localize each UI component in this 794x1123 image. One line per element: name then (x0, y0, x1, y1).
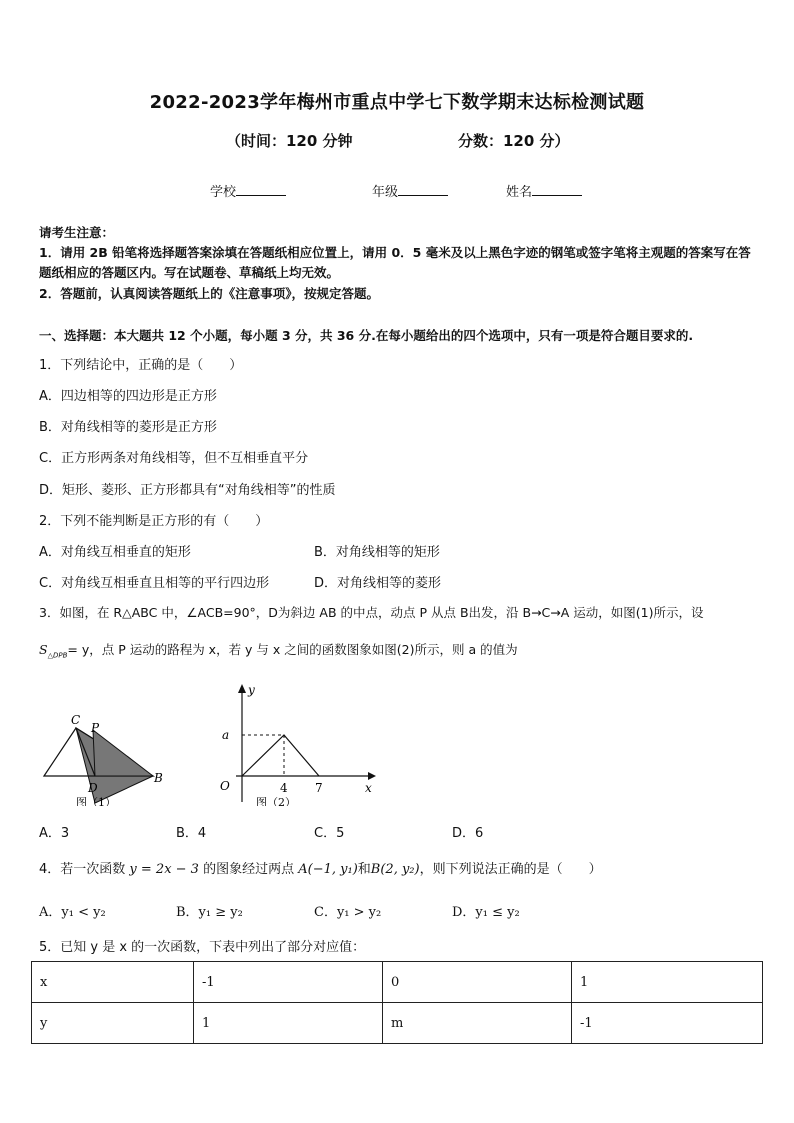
figure-1-caption: 图（1） (76, 796, 116, 806)
q3-s-subscript: △DPB (47, 651, 68, 660)
x-axis-arrow (368, 772, 376, 780)
table-row (32, 962, 763, 1003)
section-heading: 一、选择题：本大题共 12 个小题，每小题 3 分，共 36 分.在每小题给出的四个选项中，只有一项是符合题目要求的. (39, 328, 694, 343)
q3-option-d[interactable]: D．6 (452, 826, 484, 841)
grade-blank (398, 183, 448, 196)
label-b: B (154, 771, 163, 785)
notice-item-1: 1．请用 2B 铅笔将选择题答案涂填在答题纸相应位置上，请用 0．5 毫米及以上黑色字迹的钢笔或签字笔将主观题的答案写在答题纸相应的答题区内。写在试题卷、草稿纸上均无效。 (39, 245, 751, 280)
q5-value-table (31, 961, 763, 1044)
q4-and: 和 (357, 862, 371, 877)
table-cell: -1 (572, 1003, 763, 1044)
q1-stem: 1．下列结论中，正确的是（ ） (39, 358, 243, 373)
label-p: P (91, 721, 100, 735)
label-y: y (248, 683, 255, 697)
q1-option-b[interactable]: B．对角线相等的菱形是正方形 (39, 420, 217, 435)
y-axis-arrow (238, 684, 246, 693)
exam-score: 分数：120 分） (458, 132, 570, 150)
notice-heading: 请考生注意： (39, 225, 115, 240)
tick-4: 4 (280, 781, 288, 795)
q2-option-c[interactable]: C．对角线互相垂直且相等的平行四边形 (39, 576, 270, 591)
q5-stem: 5．已知 y 是 x 的一次函数，下表中列出了部分对应值： (39, 940, 366, 955)
table-cell: 1 (572, 962, 763, 1003)
q1-option-d[interactable]: D．矩形、菱形、正方形都具有“对角线相等”的性质 (39, 483, 336, 498)
exam-time: （时间：120 分钟 (226, 132, 353, 150)
q3-figure-1 (36, 708, 170, 806)
q2-option-d[interactable]: D．对角线相等的菱形 (314, 576, 442, 591)
school-label: 学校 (210, 185, 237, 200)
table-cell: x (32, 962, 194, 1003)
q4-formula: y = 2x − 3 (129, 862, 199, 877)
table-cell: -1 (194, 962, 383, 1003)
q4-option-c[interactable]: C．y₁ > y₂ (314, 905, 382, 920)
page-title: 2022-2023学年梅州市重点中学七下数学期末达标检测试题 (149, 92, 645, 113)
q3-option-c[interactable]: C．5 (314, 826, 345, 841)
q1-option-a[interactable]: A．四边相等的四边形是正方形 (39, 389, 217, 404)
q4-option-a[interactable]: A．y₁ < y₂ (39, 905, 106, 920)
notice-item-2: 2．答题前，认真阅读答题纸上的《注意事项》，按规定答题。 (39, 286, 379, 301)
shaded-region (93, 730, 153, 776)
label-origin: O (220, 779, 230, 793)
table-row (32, 1003, 763, 1044)
q1-option-c[interactable]: C．正方形两条对角线相等，但不互相垂直平分 (39, 451, 309, 466)
q3-s-symbol: S (39, 642, 48, 657)
figure-2-caption: 图（2） (256, 796, 296, 806)
q4-stem-b: 的图象经过两点 (203, 862, 295, 877)
name-field[interactable] (506, 181, 582, 200)
q4-point-a: A(−1, y₁) (298, 862, 358, 877)
q3-option-b[interactable]: B．4 (176, 826, 207, 841)
school-blank (236, 183, 286, 196)
grade-field[interactable] (372, 181, 448, 200)
q2-option-b[interactable]: B．对角线相等的矩形 (314, 545, 440, 560)
grade-label: 年级 (372, 185, 399, 200)
q3-stem-line1: 3．如图，在 R△ABC 中，∠ACB=90°，D为斜边 AB 的中点，动点 P 从点 B出发，沿 B→C→A 运动，如图(1)所示，设 (39, 605, 704, 620)
label-a: a (222, 728, 230, 742)
q3-figure-2 (186, 680, 382, 806)
table-cell: m (383, 1003, 572, 1044)
q4-stem (39, 858, 602, 877)
q4-stem-c: ，则下列说法正确的是（ ） (419, 862, 602, 877)
q2-stem: 2．下列不能判断是正方形的有（ ） (39, 514, 269, 529)
name-label: 姓名 (506, 185, 533, 200)
tick-7: 7 (315, 781, 323, 795)
q3-stem-line2 (39, 640, 518, 660)
label-d: D (88, 781, 98, 795)
q3-stem-rest: = y，点 P 运动的路程为 x，若 y 与 x 之间的函数图象如图(2)所示，则 a 的值为 (67, 642, 518, 657)
function-graph (242, 735, 319, 776)
q3-option-a[interactable]: A．3 (39, 826, 70, 841)
q4-stem-a: 4．若一次函数 (39, 862, 126, 877)
label-c: C (71, 713, 81, 727)
table-cell: 0 (383, 962, 572, 1003)
q2-option-a[interactable]: A．对角线互相垂直的矩形 (39, 545, 191, 560)
q4-option-b[interactable]: B．y₁ ≥ y₂ (176, 905, 243, 920)
table-cell: 1 (194, 1003, 383, 1044)
table-cell: y (32, 1003, 194, 1044)
q4-point-b: B(2, y₂) (370, 862, 420, 877)
name-blank (532, 183, 582, 196)
school-field[interactable] (210, 181, 286, 200)
q4-option-d[interactable]: D．y₁ ≤ y₂ (452, 905, 520, 920)
label-x: x (365, 781, 372, 795)
